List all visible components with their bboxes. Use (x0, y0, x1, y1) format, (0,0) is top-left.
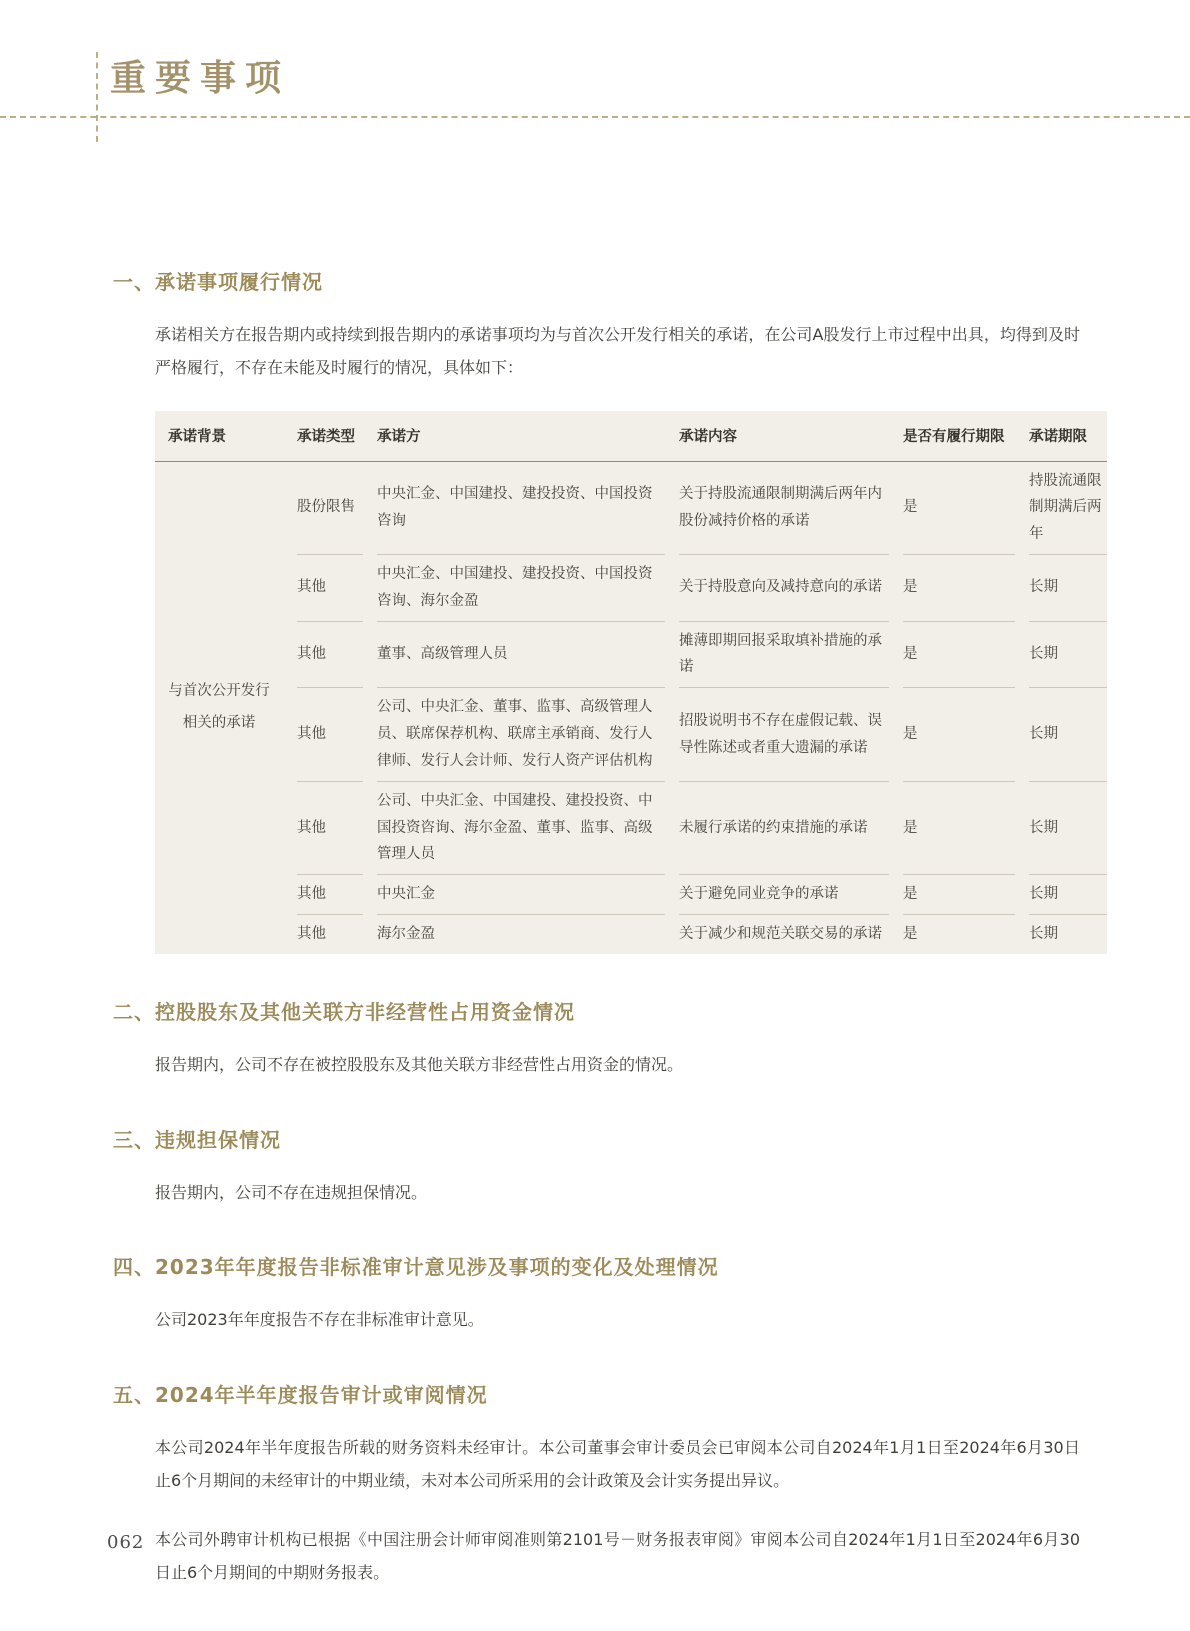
section-heading: 五、2024年半年度报告审计或审阅情况 (113, 1383, 488, 1408)
table-cell-type: 其他 (297, 622, 363, 689)
table-header-type: 承诺类型 (297, 429, 355, 446)
table-body (155, 462, 1107, 954)
section-fund-occupation (113, 996, 1107, 1082)
section-heading: 二、控股股东及其他关联方非经营性占用资金情况 (113, 999, 575, 1024)
table-header-has-deadline: 是否有履行期限 (903, 429, 1005, 446)
table-cell-has-deadline: 是 (903, 688, 1015, 781)
table-cell-has-deadline: 是 (903, 925, 918, 942)
paragraph: 本公司2024年半年度报告所载的财务资料未经审计。本公司董事会审计委员会已审阅本公司自2024年1月1日至2024年6月30日止6个月期间的未经审计的中期业绩，未对本公司所采用的会计政策及会计实务提出异议。 (155, 1438, 1080, 1490)
table-cell-content: 招股说明书不存在虚假记载、误导性陈述或者重大遗漏的承诺 (679, 688, 889, 781)
table-cell-type: 其他 (297, 782, 363, 875)
table-cell-content: 关于持股意向及减持意向的承诺 (679, 555, 889, 622)
table-cell-has-deadline: 是 (903, 782, 1015, 875)
section-heading: 三、违规担保情况 (113, 1127, 281, 1152)
table-cell-party: 中央汇金 (377, 875, 665, 915)
section-illegal-guarantee (113, 1124, 1107, 1210)
table-cell-type: 其他 (297, 555, 363, 622)
table-cell-has-deadline: 是 (903, 622, 1015, 689)
page-number: 062 (107, 1532, 145, 1553)
paragraph: 报告期内，公司不存在违规担保情况。 (155, 1182, 428, 1202)
table-cell-deadline: 长期 (1029, 555, 1107, 622)
document-content (113, 266, 1107, 1631)
table-cell-type: 其他 (297, 688, 363, 781)
header-horizontal-dashed-rule (0, 116, 1190, 118)
table-cell-content: 关于减少和规范关联交易的承诺 (679, 925, 882, 942)
table-cell-type: 其他 (297, 875, 363, 915)
table-cell-party: 公司、中央汇金、董事、监事、高级管理人员、联席保荐机构、联席主承销商、发行人律师、发行人会计师、发行人资产评估机构 (377, 688, 665, 781)
table-cell-deadline: 长期 (1029, 782, 1107, 875)
table-cell-party: 中央汇金、中国建投、建投投资、中国投资咨询、海尔金盈 (377, 555, 665, 622)
section-commitments (113, 266, 1107, 954)
table-cell-deadline: 持股流通限制期满后两年 (1029, 462, 1107, 555)
table-cell-content: 关于持股流通限制期满后两年内股份减持价格的承诺 (679, 462, 889, 555)
table-header-content: 承诺内容 (679, 429, 737, 446)
table-cell-party: 董事、高级管理人员 (377, 622, 665, 689)
table-cell-party: 海尔金盈 (377, 925, 435, 942)
table-cell-party: 公司、中央汇金、中国建投、建投投资、中国投资咨询、海尔金盈、董事、监事、高级管理人员 (377, 782, 665, 875)
table-cell-content: 未履行承诺的约束措施的承诺 (679, 782, 889, 875)
section-nonstandard-audit-opinion (113, 1251, 1107, 1337)
paragraph: 承诺相关方在报告期内或持续到报告期内的承诺事项均为与首次公开发行相关的承诺，在公司A股发行上市过程中出具，均得到及时严格履行，不存在未能及时履行的情况，具体如下： (155, 325, 1080, 377)
paragraph: 本公司外聘审计机构已根据《中国注册会计师审阅准则第2101号－财务报表审阅》审阅本公司自2024年1月1日至2024年6月30日止6个月期间的中期财务报表。 (155, 1529, 1080, 1582)
table-cell-has-deadline: 是 (903, 875, 1015, 915)
section-heading: 一、承诺事项履行情况 (113, 270, 323, 294)
table-cell-content: 关于避免同业竞争的承诺 (679, 875, 889, 915)
table-cell-deadline: 长期 (1029, 925, 1058, 942)
table-cell-background: 与首次公开发行相关的承诺 (168, 682, 270, 731)
paragraph: 公司2023年年度报告不存在非标准审计意见。 (155, 1310, 484, 1330)
table-header-background: 承诺背景 (168, 429, 226, 446)
section-heading: 四、2023年年度报告非标准审计意见涉及事项的变化及处理情况 (113, 1255, 719, 1280)
table-header-party: 承诺方 (377, 429, 421, 446)
table-cell-deadline: 长期 (1029, 688, 1107, 781)
table-cell-has-deadline: 是 (903, 555, 1015, 622)
table-header-row (155, 411, 1107, 462)
title-vertical-dashed-rule (96, 52, 98, 142)
paragraph: 报告期内，公司不存在被控股股东及其他关联方非经营性占用资金的情况。 (155, 1054, 684, 1074)
table-cell-type: 股份限售 (297, 462, 363, 555)
table-cell-content: 摊薄即期回报采取填补措施的承诺 (679, 622, 889, 689)
table-cell-deadline: 长期 (1029, 875, 1107, 915)
table-cell-type: 其他 (297, 925, 326, 942)
section-semiannual-audit-review (113, 1379, 1107, 1589)
table-header-deadline: 承诺期限 (1029, 429, 1087, 446)
commitments-table (155, 411, 1107, 954)
page-title: 重要事项 (110, 57, 291, 99)
table-cell-party: 中央汇金、中国建投、建投投资、中国投资咨询 (377, 462, 665, 555)
table-cell-deadline: 长期 (1029, 622, 1107, 689)
table-cell-has-deadline: 是 (903, 462, 1015, 555)
